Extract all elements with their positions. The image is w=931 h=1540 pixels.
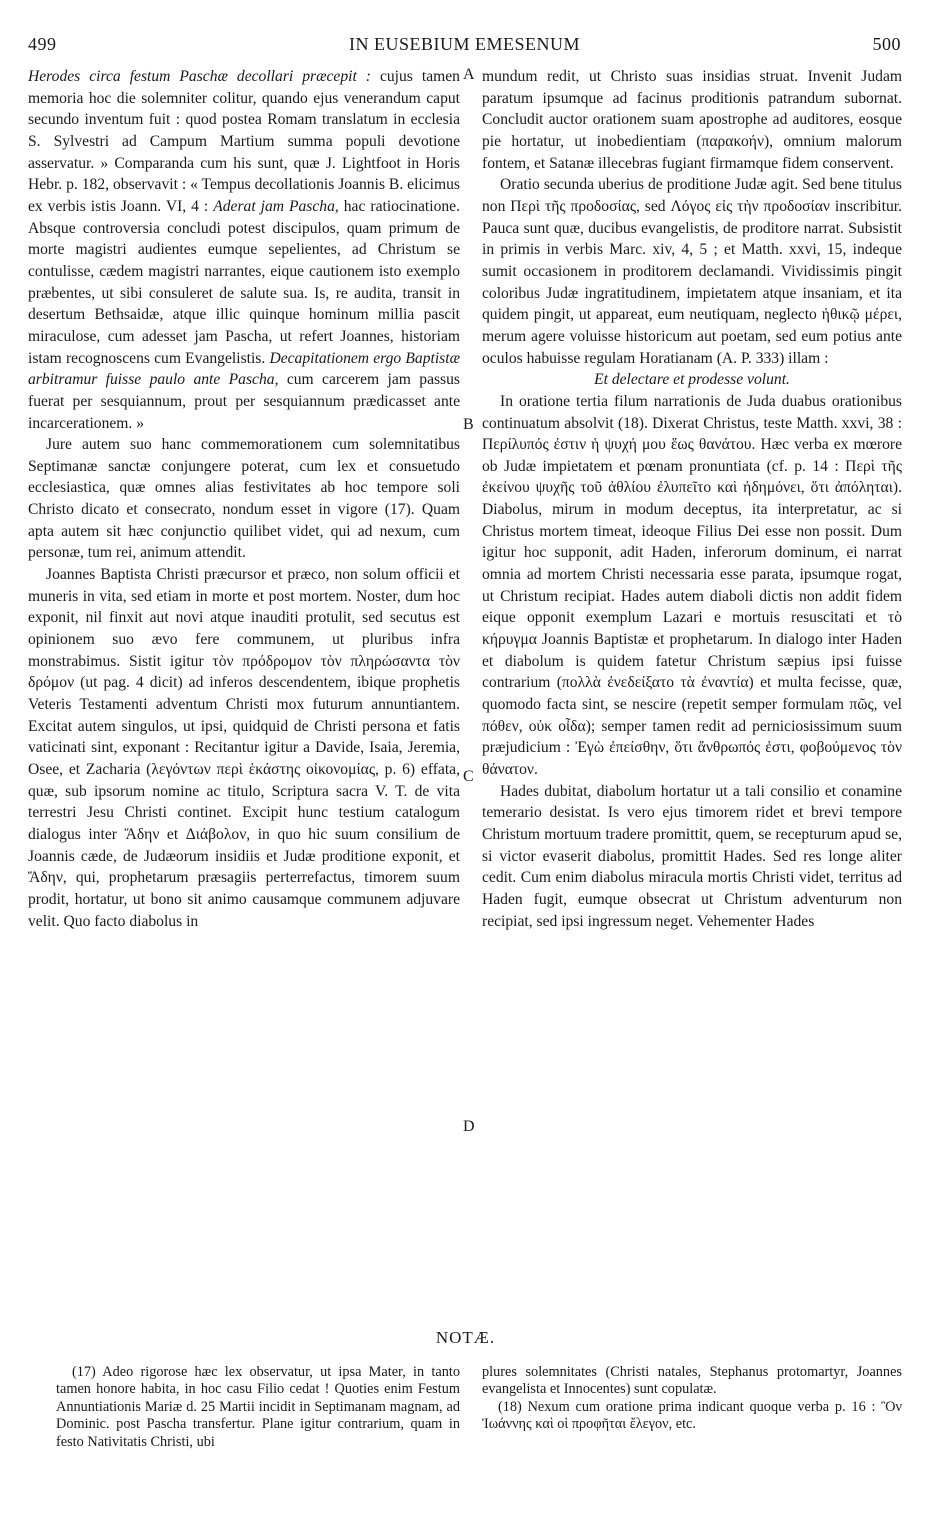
left-p1-quote: Aderat jam Pascha,	[213, 197, 339, 215]
running-title: IN EUSEBIUM EMESENUM	[348, 34, 580, 54]
left-column	[28, 66, 460, 932]
note-17-continued: plures solemnitates (Christi natales, Stephanus protomartyr, Joannes evangelista et Innocentes) sunt copulatæ.	[482, 1364, 902, 1398]
left-p1-text: cujus tamen memoria hoc die solemniter colitur, quando ejus venerandum caput secundo inventum fuit : quod postea Romam translatum in ecclesia S. Sylvestri ad Campum Martium summa populi devotione asservatur. » Comparanda cum his sunt, quæ J. Lightfoot in Horis Hebr. p. 182, observavit : « Tempus decollationis Joannis B. elicimus ex verbis istis Joann. VI, 4 :	[28, 68, 460, 215]
page-number-left: 499	[28, 34, 57, 54]
left-p1-end: cum carcerem jam passus fuerat per sesquiannum, prout per sesquiannum prædicasset ante incarcerationem. »	[28, 371, 460, 432]
notes-title: NOTÆ.	[435, 1328, 496, 1347]
right-column	[482, 66, 902, 932]
left-p1-text-2: hac ratiocinatione. Absque controversia concludi potest discipulos, quam primum de morte magistri audientes eumque sepelientes, ad Christum se contulisse, cædem magistri narrantes, eique cautionem isto exemplo præbentes, ut sibi consuleret de salute sua. Is, re audita, transit in desertum Bethsaidæ, atque illic quinque hominum millia pascit miraculose, cum adesset jam Pascha, ut refert Joannes, historiam istam recognoscens cum Evangelistis.	[28, 197, 460, 367]
margin-marker-a: A	[463, 66, 475, 83]
left-p1-italic: Herodes circa festum Paschæ decollari præcepit :	[28, 68, 371, 85]
right-paragraph-2: Oratio secunda uberius de proditione Judæ agit. Sed bene titulus non Περὶ τῆς προδοσίας, sed Λόγος εἰς τὴν προδοσίαν inscribitur. Pauca sunt quæ, ducibus evangelistis, de proditore narrat. Subsistit in primis in verbis Marc. xiv, 4, 5 ; et Matth. xxvi, 15, indeque sumit occasionem in proditorem declamandi. Vividissimis pingit coloribus Judæ ingratitudinem, impietatem atque insaniam, et ita quidem pingit, ut appareat, eum neutiquam, neglecto ἠθικῷ μέρει, merum agere voluisse historicum aut poetam, sed eum potius ante oculos habuisse regulam Horatianam (A. P. 333) illam :	[482, 176, 902, 367]
left-p1-end-italic: Decapitationem ergo Baptistæ arbitramur fuisse paulo ante Pascha,	[28, 349, 460, 389]
right-paragraph-4: Hades dubitat, diabolum hortatur ut a tali consilio et conamine temerario desistat. Is vero ejus timorem ridet et brevi tempore Christum mortuum tradere promittit, quem, se recepturum apud se, si victor evaserit diabolus, promittit Hades. Sed res longe aliter cedit. Cum enim diabolus miracula mortis Christi videt, territus ad Haden fugit, eumque obsecrat ut Christum adventurum non recipiat, sed ipsi ingressum neget. Vehementer Hades	[482, 782, 902, 930]
running-head	[28, 34, 901, 58]
left-paragraph-3: Joannes Baptista Christi præcursor et præco, non solum officii et muneris in vita, sed etiam in morte et post mortem. Noster, dum hoc exponit, nil finxit aut novi atque inauditi protulit, sed secutus est opinionem suo ævo fere communem, ut pluribus infra monstrabimus. Sistit igitur τὸν πρόδρομον τὸν πληρώσαντα τὸν δρόμον (ut pag. 4 dicit) ad inferos descendentem, ibique prophetis Veteris Testamenti adventum Christi mox futurum annuntiantem. Excitat autem singulos, ut ipsi, quidquid de Christi persona et fatis vaticinati sint, exponant : Recitantur igitur a Davide, Isaia, Jeremia, Osee, et Zacharia (λεγόντων περὶ ἑκάστης οἰκονομίας, p. 6) effata, quæ, sub ipsorum nomine ac titulo, Scriptura sacra V. T. de vita terrestri Jesu Christi continet. Excipit hunc testium catalogum dialogus inter Ἅδην et Διάβολον, in quo hic suum consilium de Joannis cæde, de Judæorum insidiis et Judæ proditione exponit, et Ἅδην, qui, prophetarum præsagiis perterrefactus, timorem suum prodit, hortatur, ut bono sit animo causamque communem adjuvare velit. Quo facto diabolus in	[28, 566, 460, 930]
margin-marker-b: B	[463, 416, 474, 433]
right-paragraph-1: mundum redit, ut Christo suas insidias struat. Invenit Judam paratum ipsumque ad facinus proditionis patrandum subornat. Concludit auctor orationem suam apostrophe ad auditores, eosque pie hortatur, ut inobedientiam (παρακοήν), omnium malorum fontem, et Satanæ illecebras fugiant firmamque fidem conservent.	[482, 68, 902, 172]
margin-marker-d: D	[463, 1118, 475, 1135]
left-paragraph-2: Jure autem suo hanc commemorationem cum solemnitatibus Septimanæ sanctæ conjungere poterat, cum lex et consuetudo ecclesiastica, quæ omnes alias festivitates ab hoc tempore soli Christo dicato et consecrato, nondum esset in vigore (17). Quam apta autem sit hæc conjunctio quilibet videt, qui ad nexum, cum personæ, tum rei, animum attendit.	[28, 436, 460, 562]
page-number-right: 500	[872, 34, 901, 54]
notes-left-column	[56, 1364, 460, 1451]
notes-right-column	[482, 1364, 902, 1434]
right-paragraph-3: In oratione tertia filum narrationis de Juda duabus orationibus continuatum absolvit (18). Dixerat Christus, teste Matth. xxvi, 38 : Περίλυπός ἐστιν ἡ ψυχή μου ἕως θανάτου. Hæc verba ex mœrore ob Judæ impietatem et pœnam pronuntiata (cf. p. 14 : Περὶ τῆς ἐκείνου ψυχῆς τοῦ ἀθλίου ἐλυπεῖτο καὶ ἠδημόνει, ὅτι ἀπόληται). Diabolus, mirum in modum deceptus, ita interpretatur, ac si Christus mortem timeat, ideoque Filius Dei esse non possit. Dum igitur hoc supponit, adit Haden, inferorum dominum, ei narrat omnia ad mortem Christi necessaria esse parata, ipsumque rogat, ut Christum recipiat. Hades autem diaboli dictis non addit fidem eique opponit exemplum Lazari e mortuis resuscitati et τὸ κήρυγμα Joannis Baptistæ et prophetarum. In dialogo inter Haden et diabolum is quidem fatetur Christum sæpius ipsi fuisse contrarium (πολλὰ ἐνεδείξατο τὰ ἐναντία) et multa fecisse, quæ, quomodo facta sint, se nescire (repetit semper formulam πῶς, vel πόθεν, οὐκ οἶδα); semper tamen redit ad perniciosissimum suum præjudicium : Ἐγὼ ἐπείσθην, ὅτι ἄνθρωπός ἐστι, φοβούμενος τὸν θάνατον.	[482, 392, 902, 778]
note-18: (18) Nexum cum oratione prima indicant quoque verba p. 16 : Ὃν Ἰωάννης καὶ οἱ προφῆται ἔλεγον, etc.	[482, 1398, 902, 1433]
horace-quote: Et delectare et prodesse volunt.	[594, 371, 790, 389]
note-17: (17) Adeo rigorose hæc lex observatur, ut ipsa Mater, in tanto tamen honore habita, in hoc casu Filio cedat ! Quoties enim Festum Annuntiationis Mariæ d. 25 Martii incidit in Septimanam magnam, ad Dominic. post Pascha transfertur. Plane igitur contrarium, quam in festo Nativitatis Christi, ubi	[56, 1364, 460, 1450]
margin-marker-c: C	[463, 768, 474, 785]
left-paragraph-1	[28, 66, 460, 434]
